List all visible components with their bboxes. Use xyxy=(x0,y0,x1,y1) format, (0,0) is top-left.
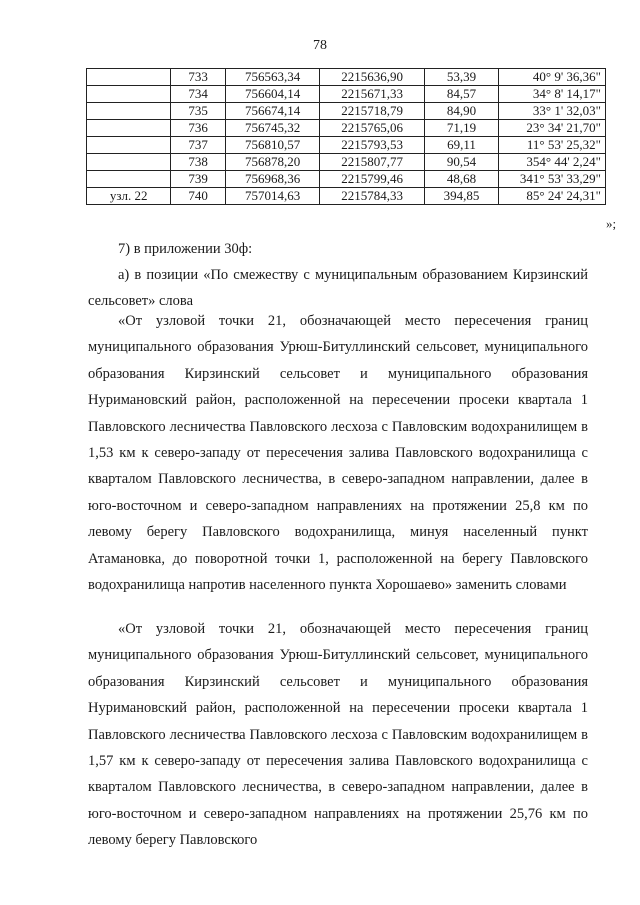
table-row xyxy=(87,171,606,188)
bearing-cell: 34° 8' 14,17" xyxy=(499,86,606,103)
table-row xyxy=(87,86,606,103)
table-row xyxy=(87,120,606,137)
node-label-cell xyxy=(87,103,171,120)
distance-cell: 84,90 xyxy=(424,103,498,120)
bearing-cell: 40° 9' 36,36" xyxy=(499,69,606,86)
y-coordinate-cell: 2215799,46 xyxy=(320,171,424,188)
point-number-cell: 739 xyxy=(171,171,226,188)
point-number-cell: 737 xyxy=(171,137,226,154)
bearing-cell: 23° 34' 21,70" xyxy=(499,120,606,137)
table-row xyxy=(87,103,606,120)
x-coordinate-cell: 756878,20 xyxy=(225,154,319,171)
table-closing-quote: »; xyxy=(606,216,617,231)
distance-cell: 84,57 xyxy=(424,86,498,103)
item-7-text: 7) в приложении 30ф: xyxy=(118,241,253,257)
table-row xyxy=(87,137,606,154)
coordinates-table-body xyxy=(87,69,606,205)
point-number-cell: 734 xyxy=(171,86,226,103)
x-coordinate-cell: 757014,63 xyxy=(225,188,319,205)
node-label-cell xyxy=(87,69,171,86)
node-label-cell xyxy=(87,120,171,137)
y-coordinate-cell: 2215636,90 xyxy=(320,69,424,86)
y-coordinate-cell: 2215765,06 xyxy=(320,120,424,137)
y-coordinate-cell: 2215807,77 xyxy=(320,154,424,171)
y-coordinate-cell: 2215784,33 xyxy=(320,188,424,205)
point-number-cell: 740 xyxy=(171,188,226,205)
node-label-cell xyxy=(87,154,171,171)
amendment-subitem-a xyxy=(88,262,588,315)
original-wording-quote xyxy=(88,308,588,598)
node-label-cell: узл. 22 xyxy=(87,188,171,205)
table-row xyxy=(87,69,606,86)
point-number-cell: 733 xyxy=(171,69,226,86)
x-coordinate-cell: 756674,14 xyxy=(225,103,319,120)
bearing-cell: 354° 44' 2,24" xyxy=(499,154,606,171)
distance-cell: 48,68 xyxy=(424,171,498,188)
distance-cell: 90,54 xyxy=(424,154,498,171)
bearing-cell: 85° 24' 24,31" xyxy=(499,188,606,205)
page-number: 78 xyxy=(313,38,327,53)
point-number-cell: 736 xyxy=(171,120,226,137)
amendment-item-7 xyxy=(88,236,588,262)
table-row xyxy=(87,154,606,171)
replacement-wording-quote xyxy=(88,616,588,854)
distance-cell: 69,11 xyxy=(424,137,498,154)
table-row xyxy=(87,188,606,205)
point-number-cell: 735 xyxy=(171,103,226,120)
x-coordinate-cell: 756968,36 xyxy=(225,171,319,188)
bearing-cell: 33° 1' 32,03" xyxy=(499,103,606,120)
x-coordinate-cell: 756604,14 xyxy=(225,86,319,103)
x-coordinate-cell: 756745,32 xyxy=(225,120,319,137)
y-coordinate-cell: 2215718,79 xyxy=(320,103,424,120)
bearing-cell: 341° 53' 33,29" xyxy=(499,171,606,188)
distance-cell: 71,19 xyxy=(424,120,498,137)
node-label-cell xyxy=(87,86,171,103)
node-label-cell xyxy=(87,137,171,154)
x-coordinate-cell: 756563,34 xyxy=(225,69,319,86)
y-coordinate-cell: 2215793,53 xyxy=(320,137,424,154)
node-label-cell xyxy=(87,171,171,188)
coordinates-table xyxy=(86,68,606,205)
subitem-a-text: а) в позиции «По смежеству с муниципальным образованием Кирзинский сельсовет» слова xyxy=(88,267,588,310)
distance-cell: 53,39 xyxy=(424,69,498,86)
x-coordinate-cell: 756810,57 xyxy=(225,137,319,154)
distance-cell: 394,85 xyxy=(424,188,498,205)
replacement-wording-text: «От узловой точки 21, обозначающей место пересечения границ муниципального образования Урюш-Битуллинский сельсовет, муниципального образования Кирзинский сельсовет и муниципального образования Нуримановский район, расположенной на пересечении просеки квартала 1 Павловского лесничества Павловского лесхоза с Павловским водохранилищем в 1,57 км к северо-западу от пересечения залива Павловского водохранилища с кварталом Павловского лесничества, в северо-западном направлении, далее в юго-восточном и северо-западном направлениях на протяжении 25,76 км по левому берегу Павловского xyxy=(88,621,588,849)
original-wording-text: «От узловой точки 21, обозначающей место пересечения границ муниципального образования Урюш-Битуллинский сельсовет, муниципального образования Кирзинский сельсовет и муниципального образования Нуримановский район, расположенной на пересечении просеки квартала 1 Павловского лесничества Павловского лесхоза с Павловским водохранилищем в 1,53 км к северо-западу от пересечения залива Павловского водохранилища с кварталом Павловского лесничества, в северо-западном направлении, далее в юго-восточном и северо-западном направлениях на протяжении 25,8 км по левому берегу Павловского водохранилища, минуя населенный пункт Атамановка, до поворотной точки 1, расположенной на берегу Павловского водохранилища напротив населенного пункта Хорошаево» заменить словами xyxy=(88,313,588,594)
y-coordinate-cell: 2215671,33 xyxy=(320,86,424,103)
bearing-cell: 11° 53' 25,32" xyxy=(499,137,606,154)
point-number-cell: 738 xyxy=(171,154,226,171)
